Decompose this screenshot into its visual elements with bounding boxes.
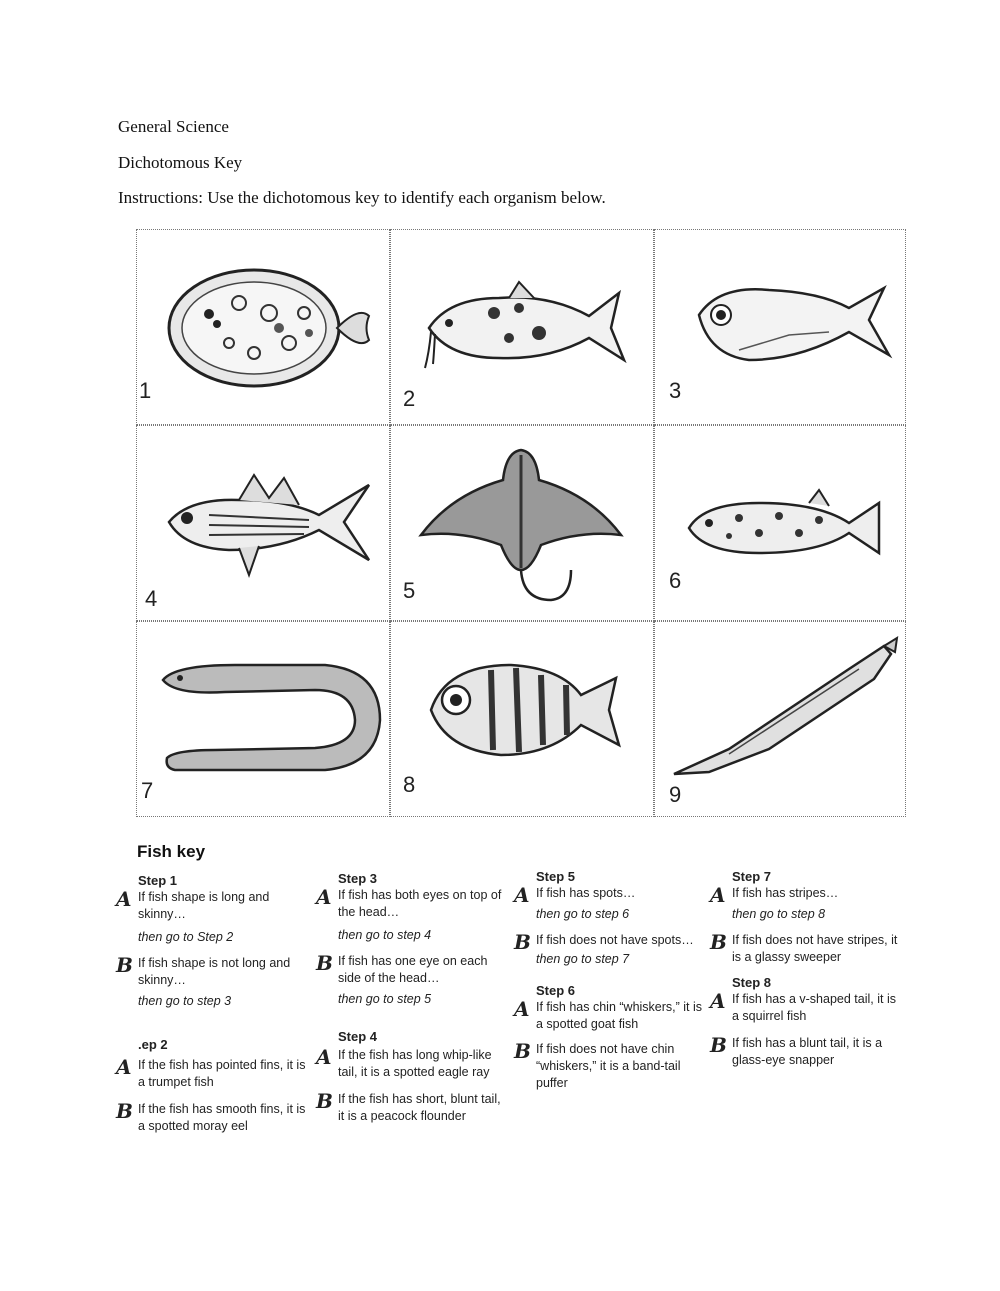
step-5-then-b: then go to step 7 <box>536 952 630 966</box>
option-letter: B <box>316 1089 333 1113</box>
organism-cell-6 <box>654 425 906 621</box>
goatfish-drawing-icon <box>419 268 639 388</box>
worksheet-title: Dichotomous Key <box>118 153 243 172</box>
organism-cell-8 <box>390 621 654 817</box>
key-column-1 <box>118 872 308 1135</box>
step-6-option-a: If fish has chin “whiskers,” it is a spotted goat fish <box>536 1000 703 1031</box>
step-5-option-b: If fish does not have spots… <box>536 933 694 947</box>
option-letter: A <box>116 1055 132 1079</box>
step-5-label: Step 5 <box>536 869 576 884</box>
trumpetfish-drawing-icon <box>669 634 899 784</box>
option-letter: A <box>116 887 132 911</box>
organism-cell-1 <box>136 229 390 425</box>
option-letter: B <box>514 930 531 954</box>
step-3-then-b: then go to step 5 <box>338 992 432 1006</box>
option-letter: A <box>316 1045 332 1069</box>
step-8-option-b: If fish has a blunt tail, it is a glass-eye snapper <box>732 1036 883 1067</box>
option-letter: A <box>514 883 530 907</box>
step-7-option-b: If fish does not have stripes, it is a glassy sweeper <box>732 933 898 964</box>
step-1-then-a: then go to Step 2 <box>138 930 234 944</box>
step-7-then-a: then go to step 8 <box>732 907 826 921</box>
step-6-option-b: If fish does not have chin “whiskers,” it is a band-tail puffer <box>536 1042 681 1090</box>
moray-eel-drawing-icon <box>155 640 385 780</box>
organism-number: 5 <box>403 578 416 603</box>
option-letter: A <box>514 997 530 1021</box>
option-letter: B <box>316 951 333 975</box>
instructions: Instructions: Use the dichotomous key to identify each organism below. <box>118 188 606 207</box>
step-4-option-b: If the fish has short, blunt tail, it is a peacock flounder <box>338 1092 501 1123</box>
organism-number: 4 <box>145 586 158 611</box>
organism-cell-9 <box>654 621 906 817</box>
sweeper-drawing-icon <box>679 260 899 380</box>
option-letter: B <box>116 953 133 977</box>
eagle-ray-drawing-icon <box>411 440 631 610</box>
step-1-then-b: then go to step 3 <box>138 994 232 1008</box>
step-3-option-a: If fish has both eyes on top of the head… <box>338 888 502 919</box>
option-letter: B <box>710 930 727 954</box>
option-letter: A <box>710 883 726 907</box>
key-column-3 <box>516 868 706 1092</box>
organism-number: 9 <box>669 782 682 807</box>
course-name: General Science <box>118 117 229 136</box>
key-column-2 <box>318 870 508 1125</box>
key-column-4 <box>712 868 902 1069</box>
organism-number: 3 <box>669 378 682 403</box>
step-8-option-a: If fish has a v-shaped tail, it is a squirrel fish <box>732 992 896 1023</box>
key-title: Fish key <box>137 842 206 861</box>
organism-grid <box>136 229 906 817</box>
organism-cell-4 <box>136 425 390 621</box>
glass-eye-snapper-drawing-icon <box>421 640 641 770</box>
step-4-option-a: If the fish has long whip-like tail, it is a spotted eagle ray <box>338 1048 492 1079</box>
step-3-then-a: then go to step 4 <box>338 928 432 942</box>
organism-number: 1 <box>139 378 152 403</box>
organism-cell-7 <box>136 621 390 817</box>
organism-number: 7 <box>141 778 154 803</box>
option-letter: B <box>116 1099 133 1123</box>
step-8-label: Step 8 <box>732 975 772 990</box>
flounder-drawing-icon <box>159 258 379 398</box>
step-4-label: Step 4 <box>338 1029 378 1044</box>
step-7-label: Step 7 <box>732 869 772 884</box>
option-letter: A <box>710 989 726 1013</box>
step-2-option-a: If the fish has pointed fins, it is a trumpet fish <box>138 1058 306 1089</box>
step-1-option-a: If fish shape is long and skinny… <box>138 890 270 921</box>
organism-cell-2 <box>390 229 654 425</box>
step-5-option-a: If fish has spots… <box>536 886 636 900</box>
step-5-then-a: then go to step 6 <box>536 907 630 921</box>
organism-number: 2 <box>403 386 416 411</box>
organism-number: 6 <box>669 568 682 593</box>
squirrelfish-drawing-icon <box>159 460 379 580</box>
step-3-label: Step 3 <box>338 871 378 886</box>
option-letter: B <box>514 1039 531 1063</box>
organism-cell-5 <box>390 425 654 621</box>
step-1-label: Step 1 <box>138 873 178 888</box>
step-2-option-b: If the fish has smooth fins, it is a spotted moray eel <box>138 1102 306 1133</box>
organism-cell-3 <box>654 229 906 425</box>
organism-number: 8 <box>403 772 416 797</box>
step-3-option-b: If fish has one eye on each side of the head… <box>338 954 488 985</box>
option-letter: A <box>316 885 332 909</box>
step-2-label: .ep 2 <box>138 1037 168 1052</box>
option-letter: B <box>710 1033 727 1057</box>
step-6-label: Step 6 <box>536 983 576 998</box>
step-7-option-a: If fish has stripes… <box>732 886 839 900</box>
step-1-option-b: If fish shape is not long and skinny… <box>138 956 291 987</box>
puffer-drawing-icon <box>679 488 899 568</box>
